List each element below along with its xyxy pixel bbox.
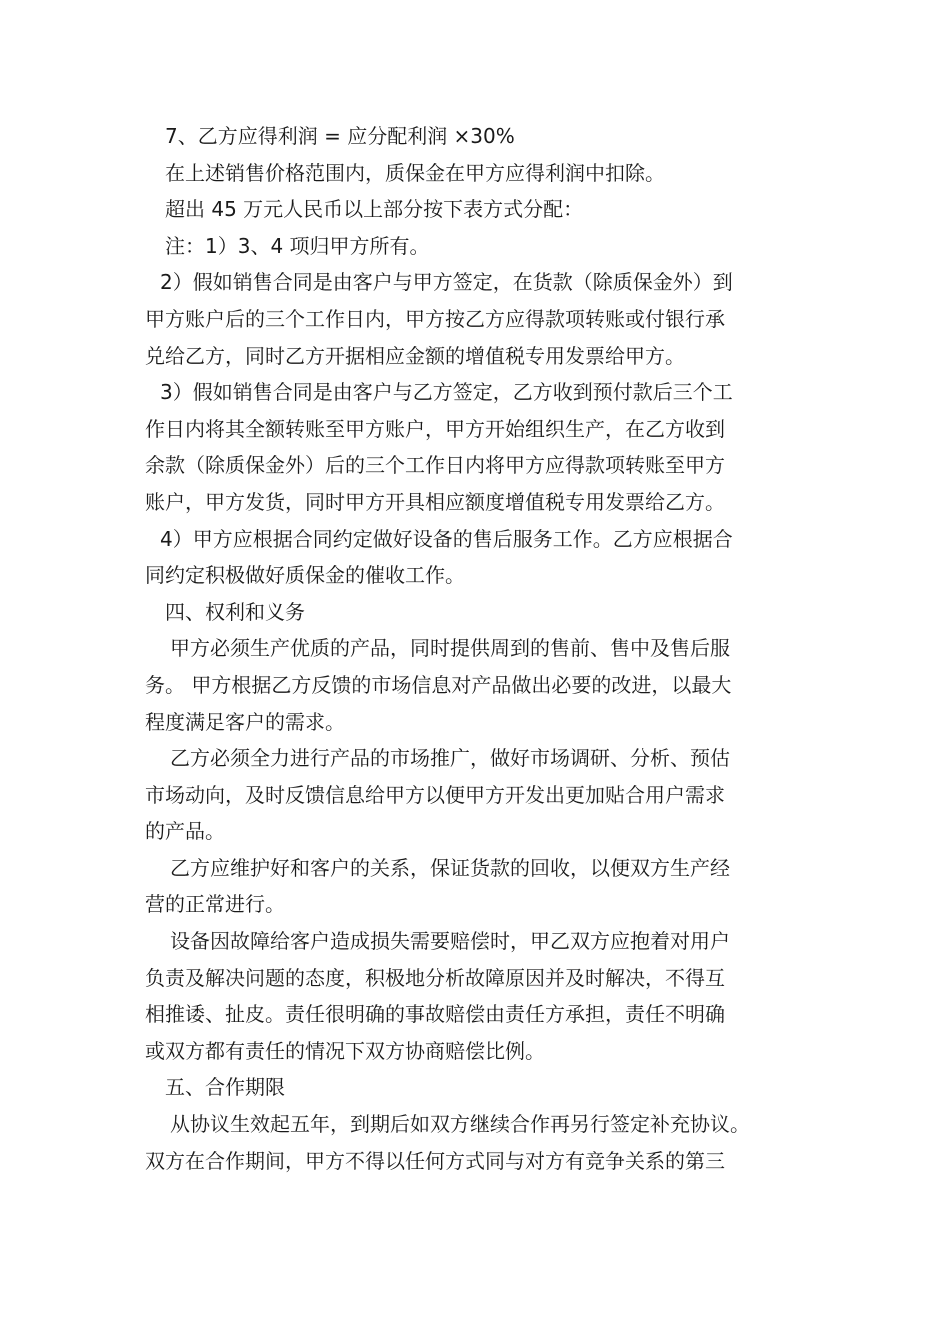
paragraph-line: 超出 45 万元人民币以上部分按下表方式分配： (165, 197, 584, 222)
note-3-line: 余款（除质保金外）后的三个工作日内将甲方应得款项转账至甲方 (145, 453, 725, 478)
note-4-line: 同约定积极做好质保金的催收工作。 (145, 563, 465, 588)
paragraph-line: 双方在合作期间，甲方不得以任何方式同与对方有竞争关系的第三 (145, 1148, 725, 1173)
note-3-line: 3）假如销售合同是由客户与乙方签定，乙方收到预付款后三个工 (160, 380, 733, 405)
paragraph-line: 营的正常进行。 (145, 892, 285, 917)
paragraph-line: 程度满足客户的需求。 (145, 709, 345, 734)
paragraph-line: 乙方应维护好和客户的关系，保证货款的回收，以便双方生产经 (170, 855, 730, 880)
paragraph-line: 从协议生效起五年，到期后如双方继续合作再另行签定补充协议。 (170, 1112, 750, 1137)
note-4-line: 4）甲方应根据合同约定做好设备的售后服务工作。乙方应根据合 (160, 526, 733, 551)
clause-7-line: 7、乙方应得利润 = 应分配利润 ×30% (165, 124, 515, 148)
paragraph-line: 负责及解决问题的态度，积极地分析故障原因并及时解决，不得互 (145, 965, 725, 990)
paragraph-line: 在上述销售价格范围内，质保金在甲方应得利润中扣除。 (165, 160, 665, 185)
paragraph-line: 甲方必须生产优质的产品，同时提供周到的售前、售中及售后服 (170, 636, 730, 661)
paragraph-line: 设备因故障给客户造成损失需要赔偿时，甲乙双方应抱着对用户 (170, 929, 730, 954)
section-heading-rights: 四、权利和义务 (165, 599, 305, 624)
note-3-line: 账户，甲方发货，同时甲方开具相应额度增值税专用发票给乙方。 (145, 489, 725, 514)
note-3-line: 作日内将其全额转账至甲方账户，甲方开始组织生产，在乙方收到 (145, 416, 725, 441)
note-2-line: 2）假如销售合同是由客户与甲方签定，在货款（除质保金外）到 (160, 270, 733, 295)
paragraph-line: 相推诿、扯皮。责任很明确的事故赔偿由责任方承担，责任不明确 (145, 1002, 725, 1027)
paragraph-line: 或双方都有责任的情况下双方协商赔偿比例。 (145, 1038, 545, 1063)
note-2-line: 甲方账户后的三个工作日内，甲方按乙方应得款项转账或付银行承 (145, 306, 725, 331)
paragraph-line: 市场动向，及时反馈信息给甲方以便甲方开发出更加贴合用户需求 (145, 782, 725, 807)
note-2-line: 兑给乙方，同时乙方开据相应金额的增值税专用发票给甲方。 (145, 343, 685, 368)
paragraph-line: 乙方必须全力进行产品的市场推广，做好市场调研、分析、预估 (170, 746, 730, 771)
note-line: 注：1）3、4 项归甲方所有。 (165, 233, 430, 258)
paragraph-line: 的产品。 (145, 819, 225, 844)
section-heading-term: 五、合作期限 (165, 1075, 285, 1100)
document-body (145, 118, 815, 1179)
paragraph-line: 务。 甲方根据乙方反馈的市场信息对产品做出必要的改进，以最大 (145, 672, 732, 697)
